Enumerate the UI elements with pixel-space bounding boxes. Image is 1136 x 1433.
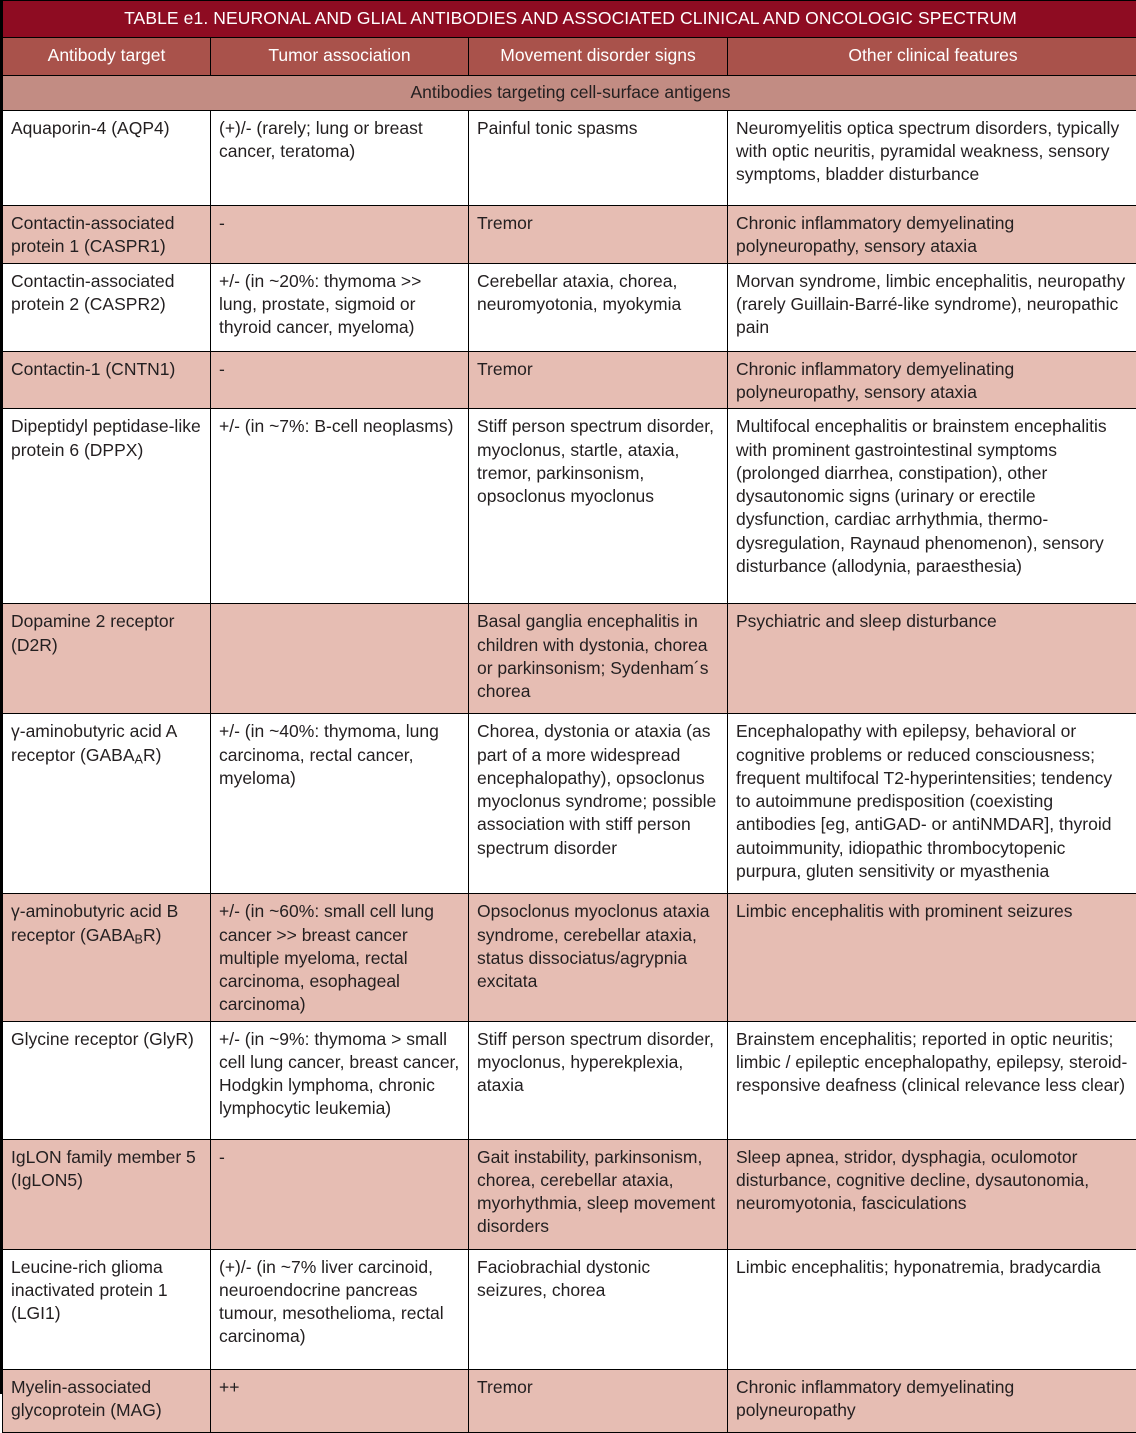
cell-other-clinical-features: Encephalopathy with epilepsy, behavioral or cognitive problems or reduced consciousness; frequent multifocal T2-hyperintensities; tendency to autoimmune predisposition (coexisting antibodies [eg, antiGAD- or antiNMDAR], thyroid autoimmunity, idiopathic thrombocytopenic purpura, gluten sensitivity or myasthenia	[728, 714, 1136, 894]
cell-tumor-association: ++	[211, 1369, 469, 1432]
column-header-row	[3, 38, 1136, 75]
cell-antibody-target: Contactin-1 (CNTN1)	[3, 351, 211, 409]
cell-antibody-target: Dipeptidyl peptidase-like protein 6 (DPPX)	[3, 409, 211, 604]
cell-movement-disorder-signs: Tremor	[469, 351, 728, 409]
section-header-cell-surface-antigens: Antibodies targeting cell-surface antigens	[3, 75, 1136, 110]
cell-movement-disorder-signs: Basal ganglia encephalitis in children with dystonia, chorea or parkinsonism; Sydenham´s chorea	[469, 604, 728, 714]
cell-other-clinical-features: Chronic inflammatory demyelinating polyneuropathy, sensory ataxia	[728, 205, 1136, 263]
column-header-tumor-association: Tumor association	[211, 38, 469, 75]
section-header-row	[3, 75, 1136, 110]
cell-movement-disorder-signs: Faciobrachial dystonic seizures, chorea	[469, 1249, 728, 1369]
cell-antibody-target: Contactin-associated protein 1 (CASPR1)	[3, 205, 211, 263]
cell-antibody-target: Myelin-associated glycoprotein (MAG)	[3, 1369, 211, 1432]
cell-antibody-target: IgLON family member 5 (IgLON5)	[3, 1139, 211, 1249]
table-row	[3, 205, 1136, 263]
table-body	[3, 110, 1136, 1432]
table-title: TABLE e1. NEURONAL AND GLIAL ANTIBODIES AND ASSOCIATED CLINICAL AND ONCOLOGIC SPECTRUM	[3, 1, 1136, 38]
table-row	[3, 714, 1136, 894]
table-row	[3, 263, 1136, 351]
cell-other-clinical-features: Chronic inflammatory demyelinating polyneuropathy	[728, 1369, 1136, 1432]
cell-tumor-association: +/- (in ~9%: thymoma > small cell lung cancer, breast cancer, Hodgkin lymphoma, chronic lymphocytic leukemia)	[211, 1021, 469, 1139]
cell-movement-disorder-signs: Chorea, dystonia or ataxia (as part of a more widespread encephalopathy), opsoclonus myoclonus syndrome; possible association with stiff person spectrum disorder	[469, 714, 728, 894]
cell-tumor-association: -	[211, 351, 469, 409]
table-row	[3, 1249, 1136, 1369]
cell-antibody-target: γ-aminobutyric acid B receptor $(GABA_BR)$	[3, 894, 211, 1021]
title-row	[3, 1, 1136, 38]
cell-other-clinical-features: Psychiatric and sleep disturbance	[728, 604, 1136, 714]
cell-other-clinical-features: Limbic encephalitis with prominent seizures	[728, 894, 1136, 1021]
cell-tumor-association: (+)/- (in ~7% liver carcinoid, neuroendocrine pancreas tumour, mesothelioma, rectal carcinoma)	[211, 1249, 469, 1369]
cell-antibody-target: γ-aminobutyric acid A receptor $(GABA_AR)$	[3, 714, 211, 894]
table-row	[3, 1139, 1136, 1249]
cell-movement-disorder-signs: Stiff person spectrum disorder, myoclonus, hyperekplexia, ataxia	[469, 1021, 728, 1139]
cell-other-clinical-features: Chronic inflammatory demyelinating polyneuropathy, sensory ataxia	[728, 351, 1136, 409]
cell-tumor-association: +/- (in ~40%: thymoma, lung carcinoma, rectal cancer, myeloma)	[211, 714, 469, 894]
table-row	[3, 1021, 1136, 1139]
cell-antibody-target: Aquaporin-4 (AQP4)	[3, 110, 211, 205]
table-row	[3, 351, 1136, 409]
table-row	[3, 1369, 1136, 1432]
cell-movement-disorder-signs: Painful tonic spasms	[469, 110, 728, 205]
cell-tumor-association: +/- (in ~60%: small cell lung cancer >> breast cancer multiple myeloma, rectal carcinoma, esophageal carcinoma)	[211, 894, 469, 1021]
cell-tumor-association: +/- (in ~7%: B-cell neoplasms)	[211, 409, 469, 604]
cell-tumor-association	[211, 604, 469, 714]
cell-antibody-target: Contactin-associated protein 2 (CASPR2)	[3, 263, 211, 351]
table-row	[3, 604, 1136, 714]
cell-movement-disorder-signs: Cerebellar ataxia, chorea, neuromyotonia, myokymia	[469, 263, 728, 351]
cell-other-clinical-features: Limbic encephalitis; hyponatremia, bradycardia	[728, 1249, 1136, 1369]
cell-tumor-association: (+)/- (rarely; lung or breast cancer, teratoma)	[211, 110, 469, 205]
cell-other-clinical-features: Multifocal encephalitis or brainstem encephalitis with prominent gastrointestinal symptoms (prolonged diarrhea, constipation), other dysautonomic signs (urinary or erectile dysfunction, cardiac arrhythmia, thermo-dysregulation, Raynaud phenomenon), sensory disturbance (allodynia, paraesthesia)	[728, 409, 1136, 604]
table-row	[3, 894, 1136, 1021]
cell-tumor-association: -	[211, 205, 469, 263]
antibody-spectrum-table	[2, 0, 1136, 1433]
cell-antibody-target: Glycine receptor (GlyR)	[3, 1021, 211, 1139]
cell-other-clinical-features: Brainstem encephalitis; reported in optic neuritis; limbic / epileptic encephalopathy, epilepsy, steroid-responsive deafness (clinical relevance less clear)	[728, 1021, 1136, 1139]
column-header-movement-disorder-signs: Movement disorder signs	[469, 38, 728, 75]
cell-antibody-target: Dopamine 2 receptor (D2R)	[3, 604, 211, 714]
cell-tumor-association: -	[211, 1139, 469, 1249]
cell-tumor-association: +/- (in ~20%: thymoma >> lung, prostate, sigmoid or thyroid cancer, myeloma)	[211, 263, 469, 351]
cell-movement-disorder-signs: Tremor	[469, 205, 728, 263]
cell-movement-disorder-signs: Gait instability, parkinsonism, chorea, cerebellar ataxia, myorhythmia, sleep movement disorders	[469, 1139, 728, 1249]
cell-movement-disorder-signs: Stiff person spectrum disorder, myoclonus, startle, ataxia, tremor, parkinsonism, opsoclonus myoclonus	[469, 409, 728, 604]
cell-other-clinical-features: Sleep apnea, stridor, dysphagia, oculomotor disturbance, cognitive decline, dysautonomia, neuromyotonia, fasciculations	[728, 1139, 1136, 1249]
cell-other-clinical-features: Morvan syndrome, limbic encephalitis, neuropathy (rarely Guillain-Barré-like syndrome), neuropathic pain	[728, 263, 1136, 351]
cell-other-clinical-features: Neuromyelitis optica spectrum disorders, typically with optic neuritis, pyramidal weakness, sensory symptoms, bladder disturbance	[728, 110, 1136, 205]
table-head	[3, 1, 1136, 111]
table-row	[3, 110, 1136, 205]
column-header-antibody-target: Antibody target	[3, 38, 211, 75]
column-header-other-clinical-features: Other clinical features	[728, 38, 1136, 75]
cell-antibody-target: Leucine-rich glioma inactivated protein 1 (LGI1)	[3, 1249, 211, 1369]
cell-movement-disorder-signs: Opsoclonus myoclonus ataxia syndrome, cerebellar ataxia, status dissociatus/agrypnia excitata	[469, 894, 728, 1021]
table-row	[3, 409, 1136, 604]
cell-movement-disorder-signs: Tremor	[469, 1369, 728, 1432]
